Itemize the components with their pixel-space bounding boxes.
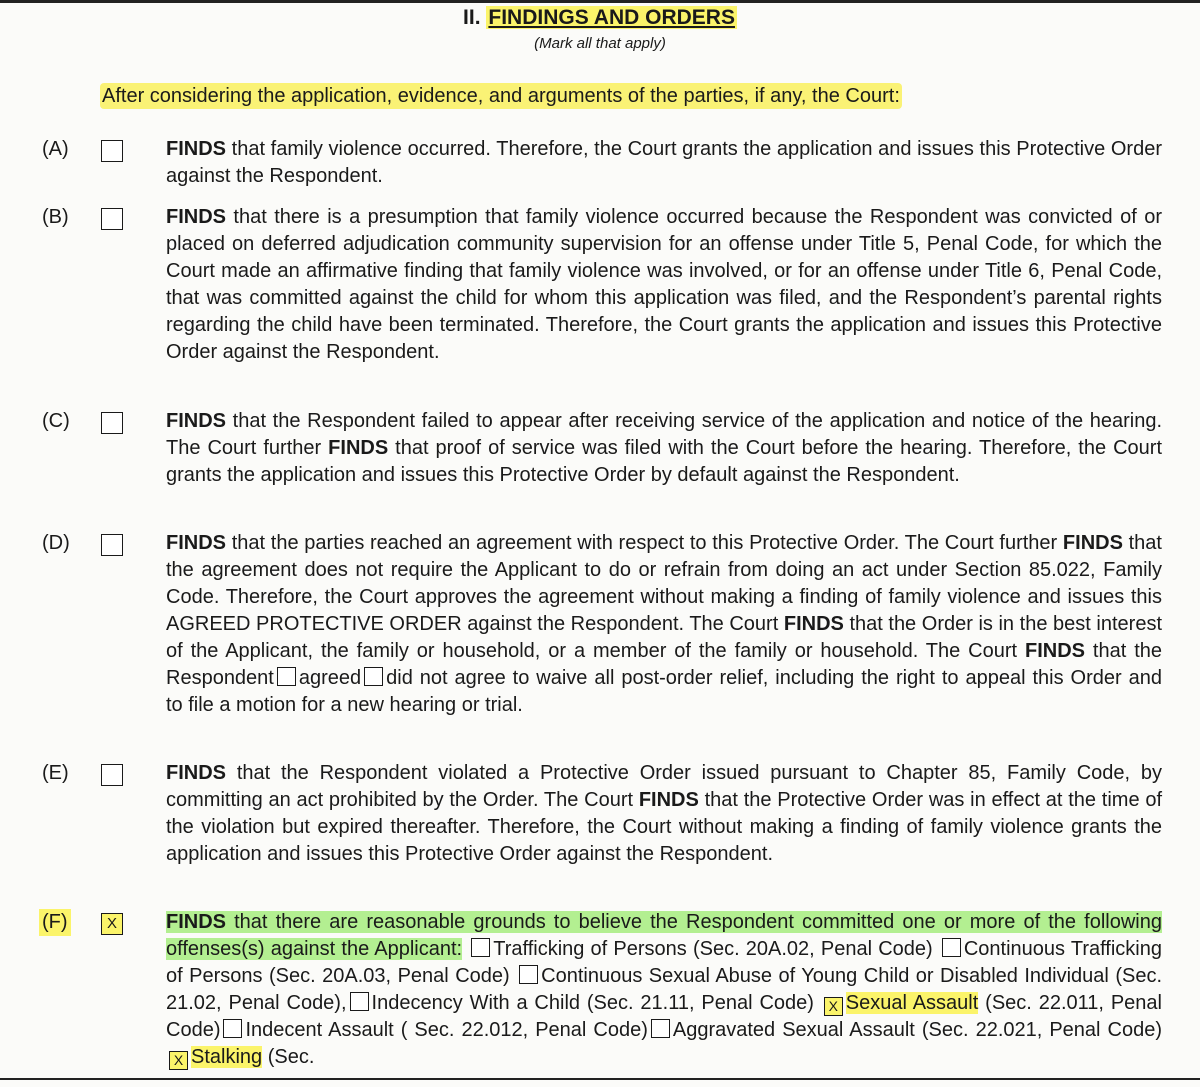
section-title — [0, 5, 1200, 31]
section-title-text: FINDINGS AND ORDERS — [488, 6, 735, 29]
finding-body: that the Order is in the best interest of the Applicant, the family or household, or a member of the family or household. The Court — [166, 613, 1162, 662]
offense-checkbox-continuous-trafficking[interactable] — [942, 938, 961, 957]
finding-letter: (A) — [42, 138, 69, 160]
agreed-checkbox[interactable] — [277, 667, 296, 686]
offense-cite: ( Sec. 22.012, Penal Code) — [393, 1019, 648, 1041]
finding-e-checkbox[interactable] — [101, 764, 123, 786]
finding-c-checkbox[interactable] — [101, 412, 123, 434]
offense-name: Trafficking of Persons — [493, 938, 687, 960]
finds-label: FINDS — [328, 437, 389, 459]
intro-statement — [100, 81, 1060, 111]
finding-f-checkbox[interactable]: X — [101, 913, 123, 935]
offense-name: Aggravated Sexual Assault — [672, 1019, 915, 1041]
offense-cite: (Sec. 21.02, Penal Code), — [166, 965, 1163, 1014]
finding-e-text — [166, 760, 1162, 868]
finds-label: FINDS — [166, 532, 226, 554]
offense-checkbox-trafficking[interactable] — [471, 938, 490, 957]
top-rule — [0, 0, 1200, 3]
finding-f-text — [166, 909, 1162, 1071]
offense-checkbox-sexual-assault[interactable]: X — [824, 997, 843, 1016]
offense-name: Indecent Assault — [245, 1019, 394, 1041]
offense-cite: (Sec. 22.021, Penal Code) — [914, 1019, 1162, 1041]
section-number: II. — [463, 6, 481, 29]
offense-cite: (Sec. — [262, 1046, 315, 1068]
finds-label: FINDS — [166, 410, 226, 432]
offense-checkbox-indecent-assault[interactable] — [223, 1019, 242, 1038]
finding-c-text — [166, 408, 1162, 489]
offense-cite: (Sec. 21.11, Penal Code) — [580, 992, 814, 1014]
offense-name: Stalking — [191, 1046, 263, 1068]
finding-body: that the Respondent failed to appear after receiving service of the application and notice of the hearing. The Court further — [166, 410, 1162, 459]
finding-letter: (D) — [42, 532, 70, 554]
finding-body: that the Protective Order was in effect at the time of the violation but expired thereafter. Therefore, the Court without making a finding of family violence grants the application and issues this Protective Order against the Respondent. — [166, 789, 1163, 865]
finds-label: FINDS — [638, 789, 699, 811]
finds-label: FINDS — [1062, 532, 1123, 554]
finding-b-checkbox[interactable] — [101, 208, 123, 230]
finding-b-text — [166, 204, 1162, 366]
finding-letter: (C) — [42, 410, 70, 432]
finding-a-text — [166, 136, 1162, 190]
section-subtitle: (Mark all that apply) — [534, 35, 666, 52]
did-not-agree-label: did not agree to waive all post-order relief, including the right to appeal this Order and to file a motion for a new hearing or trial. — [166, 667, 1162, 716]
finding-d-text — [166, 530, 1162, 719]
offense-name: Indecency With a Child — [371, 992, 581, 1014]
offense-checkbox-continuous-sexual-abuse[interactable] — [519, 965, 538, 984]
finding-d-checkbox[interactable] — [101, 534, 123, 556]
intro-text: After considering the application, evidence, and arguments of the parties, if any, the Court: — [102, 85, 900, 107]
offense-name: Sexual Assault — [845, 992, 979, 1014]
offense-name: Continuous Trafficking of Persons — [166, 938, 1162, 987]
finds-label: FINDS — [783, 613, 844, 635]
offense-checkbox-stalking[interactable]: X — [169, 1051, 188, 1070]
bottom-rule — [0, 1078, 1200, 1080]
offense-checkbox-indecency-with-child[interactable] — [350, 992, 369, 1011]
finding-body: that the Respondent violated a Protective Order issued pursuant to Chapter 85, Family Code, by committing an act prohibited by the Order. The Court — [166, 762, 1162, 811]
offense-cite: (Sec. 20A.03, Penal Code) — [262, 965, 510, 987]
finding-body: that there are reasonable grounds to believe the Respondent committed one or more of the following offenses(s) against the Applicant: — [166, 911, 1162, 960]
finding-body: that the parties reached an agreement with respect to this Protective Order. The Court further — [226, 532, 1063, 554]
finding-body: that family violence occurred. Therefore, the Court grants the application and issues this Protective Order against the Respondent. — [166, 138, 1162, 187]
offense-cite: (Sec. 22.011, Penal Code) — [166, 992, 1162, 1041]
offense-name: Continuous Sexual Abuse of Young Child or Disabled Individual — [541, 965, 1109, 987]
finding-letter: (F) — [39, 909, 71, 936]
offense-checkbox-aggravated-sexual-assault[interactable] — [651, 1019, 670, 1038]
offense-cite: (Sec. 20A.02, Penal Code) — [686, 938, 933, 960]
finds-label: FINDS — [166, 138, 226, 160]
did-not-agree-checkbox[interactable] — [364, 667, 383, 686]
finds-label: FINDS — [166, 762, 226, 784]
finds-label: FINDS — [166, 911, 226, 933]
finding-body: that the agreement does not require the Applicant to do or refrain from doing an act under Section 85.022, Family Code. Therefore, the Court approves the agreement without making a finding of family violence and issues this AGREED PROTECTIVE ORDER against the Respondent. The Court — [166, 532, 1162, 635]
finds-label: FINDS — [166, 206, 226, 228]
agreed-label: agreed — [298, 667, 362, 689]
finding-body: that proof of service was filed with the Court before the hearing. Therefore, the Court grants the application and issues this Protective Order by default against the Respondent. — [166, 437, 1163, 486]
finding-letter: (B) — [42, 206, 69, 228]
finding-body: that the Respondent — [166, 640, 1163, 689]
finds-label: FINDS — [1025, 640, 1086, 662]
finding-letter: (E) — [42, 762, 69, 784]
finding-body: that there is a presumption that family violence occurred because the Respondent was convicted of or placed on deferred adjudication community supervision for an offense under Title 5, Penal Code, for which the Court made an affirmative finding that family violence was involved, or for an offense under Title 6, Penal Code, that was committed against the child for whom this application was filed, and the Respondent’s parental rights regarding the child have been terminated. Therefore, the Court grants the application and issues this Protective Order against the Respondent. — [166, 206, 1162, 363]
finding-a-checkbox[interactable] — [101, 140, 123, 162]
